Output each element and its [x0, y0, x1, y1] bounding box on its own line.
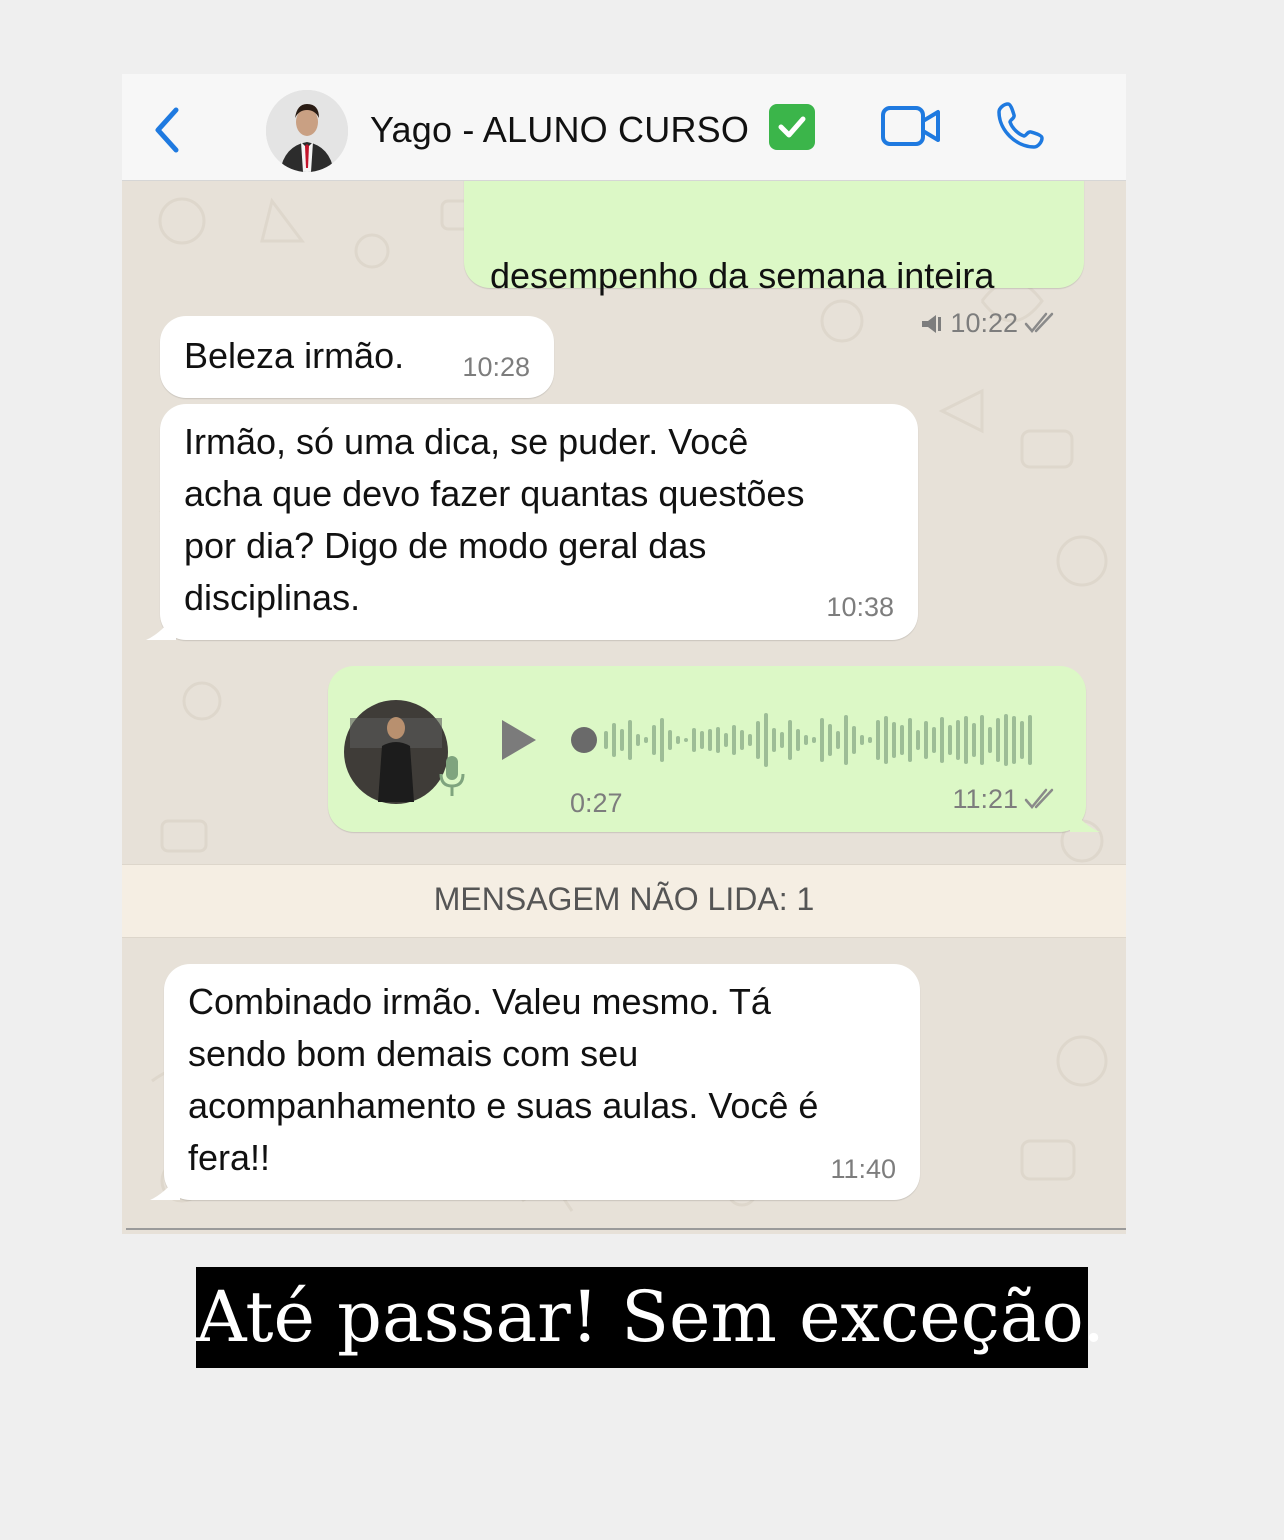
waveform-bar — [964, 716, 968, 764]
waveform-bar — [668, 730, 672, 750]
waveform-bar — [612, 723, 616, 757]
message-time: 10:38 — [826, 592, 894, 622]
waveform-bar — [828, 724, 832, 756]
waveform-bar — [820, 718, 824, 762]
message-line: por dia? Digo de modo geral das — [184, 525, 707, 566]
speaker-icon — [920, 313, 942, 335]
waveform-bar — [804, 735, 808, 745]
waveform-bar — [884, 716, 888, 764]
waveform-bar — [1028, 715, 1032, 765]
waveform-bar — [892, 722, 896, 758]
waveform-bar — [724, 733, 728, 747]
divider — [126, 1228, 1126, 1230]
waveform-bar — [972, 723, 976, 757]
play-icon[interactable] — [498, 718, 538, 762]
waveform-bar — [628, 720, 632, 760]
waveform-bar — [900, 725, 904, 755]
waveform-bar — [644, 737, 648, 743]
video-camera-icon[interactable] — [880, 104, 942, 148]
message-bubble-incoming[interactable] — [160, 316, 554, 398]
double-check-icon — [1024, 788, 1060, 810]
chat-window — [122, 74, 1126, 1234]
waveform-bar — [980, 715, 984, 765]
message-line: acha que devo fazer quantas questões — [184, 473, 805, 514]
message-time: 11:40 — [830, 1154, 896, 1184]
waveform-bar — [652, 725, 656, 755]
bubble-tail — [146, 614, 176, 640]
waveform-bar — [788, 720, 792, 760]
verified-check-icon — [769, 104, 815, 150]
message-line: sendo bom demais com seu — [188, 1033, 639, 1074]
waveform-bar — [852, 726, 856, 754]
audio-waveform[interactable] — [568, 710, 1048, 770]
message-line: Combinado irmão. Valeu mesmo. Tá — [188, 981, 771, 1022]
waveform-bar — [604, 731, 608, 749]
waveform-bar — [876, 720, 880, 760]
contact-name[interactable] — [370, 104, 815, 151]
message-bubble-incoming[interactable] — [160, 404, 918, 640]
waveform-bar — [948, 725, 952, 755]
unread-banner-text: MENSAGEM NÃO LIDA: 1 — [433, 881, 815, 917]
waveform-bar — [1020, 721, 1024, 759]
waveform-bar — [716, 727, 720, 753]
waveform-bar — [908, 718, 912, 762]
waveform-bar — [956, 720, 960, 760]
voice-message-bubble[interactable] — [328, 666, 1086, 832]
waveform-bar — [772, 728, 776, 752]
waveform-bar — [932, 727, 936, 753]
contact-name-text: Yago - ALUNO CURSO — [370, 109, 750, 150]
waveform-bar — [868, 737, 872, 743]
microphone-icon — [436, 754, 468, 800]
waveform-bar — [780, 732, 784, 748]
message-line: disciplinas. — [184, 577, 361, 618]
waveform-bar — [708, 729, 712, 751]
message-bubble-incoming[interactable] — [164, 964, 920, 1200]
waveform-bar — [796, 729, 800, 751]
waveform-bar — [756, 721, 760, 759]
phone-icon[interactable] — [996, 100, 1046, 150]
chevron-left-icon[interactable] — [150, 106, 184, 154]
chat-header — [122, 74, 1126, 181]
message-line: fera!! — [188, 1137, 271, 1178]
waveform-bar — [620, 729, 624, 751]
waveform-bar — [660, 718, 664, 762]
double-check-icon — [1024, 312, 1060, 334]
message-text: desempenho da semana inteira — [490, 255, 995, 296]
waveform-bar — [764, 713, 768, 767]
waveform-bar — [676, 736, 680, 744]
waveform-bar — [700, 731, 704, 749]
waveform-bar — [940, 717, 944, 763]
waveform-bar — [836, 731, 840, 749]
waveform-bar — [860, 735, 864, 745]
waveform-bar — [748, 734, 752, 746]
contact-avatar[interactable] — [266, 90, 348, 172]
waveform-bar — [924, 721, 928, 759]
waveform-bar — [636, 734, 640, 746]
message-time: 11:21 — [952, 784, 1060, 815]
waveform-bar — [916, 730, 920, 750]
waveform-bar — [692, 728, 696, 752]
message-line: Irmão, só uma dica, se puder. Você — [184, 421, 749, 462]
message-time: 10:28 — [462, 352, 530, 382]
bubble-tail — [150, 1174, 180, 1200]
message-line: acompanhamento e suas aulas. Você é — [188, 1085, 819, 1126]
story-caption: Até passar! Sem exceção. — [196, 1267, 1088, 1368]
waveform-bar — [996, 718, 1000, 762]
waveform-bar — [740, 730, 744, 750]
waveform-bar — [812, 737, 816, 743]
waveform-bar — [732, 725, 736, 755]
message-time: 10:22 — [920, 308, 1060, 339]
waveform-bar — [1004, 714, 1008, 766]
waveform-bar — [844, 715, 848, 765]
bubble-tail — [1070, 806, 1100, 832]
voice-duration: 0:27 — [570, 788, 623, 818]
message-text: Beleza irmão. — [184, 335, 405, 376]
sender-avatar — [342, 698, 450, 806]
unread-banner — [122, 864, 1126, 938]
waveform-bar — [684, 738, 688, 742]
waveform-bar — [988, 727, 992, 753]
waveform-bar — [1012, 716, 1016, 764]
